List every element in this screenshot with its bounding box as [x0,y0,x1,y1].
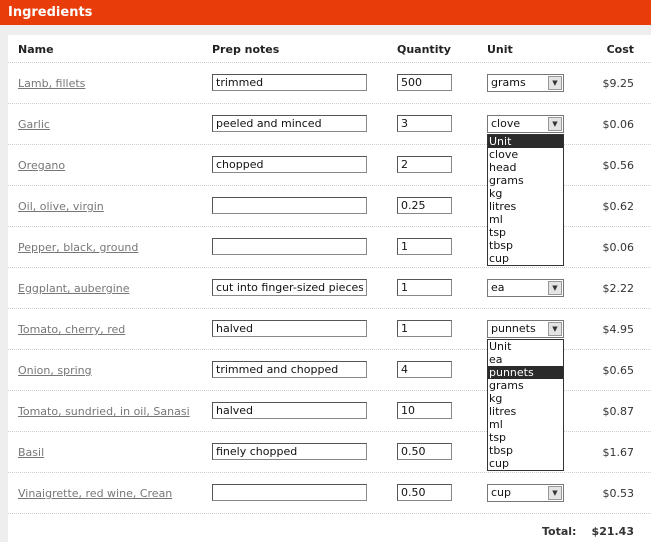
unit-option[interactable]: tbsp [489,239,514,252]
unit-option[interactable]: clove [489,148,519,161]
table-row [8,268,651,309]
column-header-prep-notes: Prep notes [212,43,280,56]
unit-select[interactable] [487,115,564,133]
column-header-name: Name [18,43,54,56]
unit-option[interactable]: litres [489,405,517,418]
cost-value: $0.06 [602,118,634,131]
column-header-unit: Unit [487,43,513,56]
ingredient-link[interactable]: Lamb, fillets [18,77,86,90]
unit-select[interactable] [487,74,564,92]
unit-option[interactable]: kg [489,187,503,200]
ingredient-link[interactable]: Garlic [18,118,50,131]
prep-notes-input[interactable] [212,320,367,337]
quantity-input[interactable] [397,484,452,501]
chevron-down-icon[interactable]: ▼ [548,322,562,336]
ingredient-link[interactable]: Tomato, sundried, in oil, Sanasi [18,405,190,418]
table-row [8,473,651,514]
quantity-input[interactable] [397,197,452,214]
unit-select-value: grams [491,76,526,89]
ingredient-link[interactable]: Eggplant, aubergine [18,282,130,295]
unit-option[interactable]: ml [489,418,503,431]
chevron-down-icon[interactable]: ▼ [548,486,562,500]
cost-value: $0.65 [602,364,634,377]
ingredient-link[interactable]: Oil, olive, virgin [18,200,104,213]
quantity-input[interactable] [397,443,452,460]
unit-select[interactable] [487,484,564,502]
unit-option[interactable]: cup [489,457,510,470]
prep-notes-input[interactable] [212,238,367,255]
unit-dropdown-list-tomato[interactable] [487,339,564,471]
unit-option[interactable]: Unit [488,135,563,148]
ingredient-link[interactable]: Oregano [18,159,66,172]
prep-notes-input[interactable] [212,74,367,91]
unit-select-value: ea [491,281,505,294]
cost-value: $0.56 [602,159,634,172]
unit-option[interactable]: tbsp [489,444,514,457]
table-row [8,63,651,104]
ingredient-link[interactable]: Onion, spring [18,364,92,377]
quantity-input[interactable] [397,361,452,378]
unit-option[interactable]: punnets [488,366,563,379]
column-header-cost: Cost [606,43,634,56]
total-label: Total: [542,525,577,538]
prep-notes-input[interactable] [212,279,367,296]
quantity-input[interactable] [397,238,452,255]
quantity-input[interactable] [397,156,452,173]
cost-value: $0.53 [602,487,634,500]
unit-option[interactable]: head [489,161,517,174]
row-separator [8,513,651,514]
unit-dropdown-list-garlic[interactable] [487,134,564,266]
cost-value: $0.06 [602,241,634,254]
chevron-down-icon[interactable]: ▼ [548,76,562,90]
column-header-quantity: Quantity [397,43,451,56]
unit-select[interactable] [487,320,564,338]
cost-value: $0.87 [602,405,634,418]
quantity-input[interactable] [397,402,452,419]
unit-select[interactable] [487,279,564,297]
total-value: $21.43 [591,525,634,538]
prep-notes-input[interactable] [212,443,367,460]
unit-option[interactable]: tsp [489,226,507,239]
unit-option[interactable]: tsp [489,431,507,444]
unit-option[interactable]: ea [489,353,503,366]
prep-notes-input[interactable] [212,115,367,132]
quantity-input[interactable] [397,115,452,132]
chevron-down-icon[interactable]: ▼ [548,117,562,131]
ingredient-link[interactable]: Basil [18,446,45,459]
ingredients-title: Ingredients [0,0,651,25]
prep-notes-input[interactable] [212,361,367,378]
cost-value: $2.22 [602,282,634,295]
ingredient-link[interactable]: Vinaigrette, red wine, Crean [18,487,173,500]
quantity-input[interactable] [397,279,452,296]
unit-select-value: punnets [491,322,536,335]
quantity-input[interactable] [397,320,452,337]
unit-option[interactable]: ml [489,213,503,226]
unit-option[interactable]: grams [489,174,524,187]
prep-notes-input[interactable] [212,156,367,173]
ingredient-link[interactable]: Pepper, black, ground [18,241,139,254]
cost-value: $4.95 [602,323,634,336]
unit-option[interactable]: litres [489,200,517,213]
quantity-input[interactable] [397,74,452,91]
cost-value: $0.62 [602,200,634,213]
unit-option[interactable]: Unit [489,340,512,353]
cost-value: $1.67 [602,446,634,459]
unit-option[interactable]: kg [489,392,503,405]
unit-option[interactable]: grams [489,379,524,392]
unit-option[interactable]: cup [489,252,510,265]
chevron-down-icon[interactable]: ▼ [548,281,562,295]
cost-value: $9.25 [602,77,634,90]
prep-notes-input[interactable] [212,197,367,214]
prep-notes-input[interactable] [212,484,367,501]
unit-select-value: clove [491,117,521,130]
prep-notes-input[interactable] [212,402,367,419]
ingredient-link[interactable]: Tomato, cherry, red [18,323,126,336]
unit-select-value: cup [491,486,512,499]
